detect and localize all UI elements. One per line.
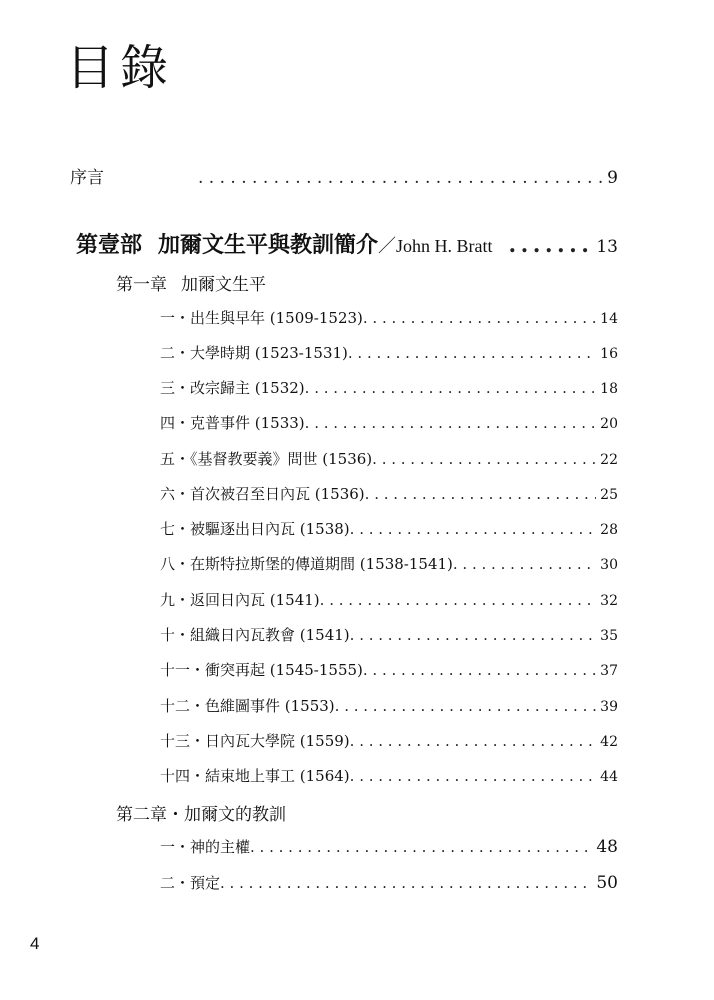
part-author: ／John H. Bratt	[378, 236, 493, 256]
toc-entry-label: 十四・結束地上事工 (1564)	[160, 767, 350, 785]
toc-entry-label: 三・改宗歸主 (1532)	[160, 379, 305, 397]
toc-entry-label: 十二・色維圖事件 (1553)	[160, 697, 335, 715]
dot-leader	[335, 697, 597, 715]
dot-leader	[350, 767, 597, 785]
toc-entry-label: 十三・日內瓦大學院 (1559)	[160, 732, 350, 750]
toc-page-number: 22	[600, 452, 618, 468]
toc-entry-label: 八・在斯特拉斯堡的傳道期間 (1538-1541)	[160, 555, 453, 573]
toc-section[interactable]	[160, 659, 618, 680]
toc-page-number: 18	[600, 381, 618, 397]
dot-leader	[453, 555, 596, 573]
toc-page-number: 39	[600, 699, 618, 715]
toc-page-number: 37	[600, 663, 618, 679]
toc-section[interactable]	[160, 377, 618, 398]
dot-leader	[220, 874, 592, 892]
toc-entry-part-1[interactable]	[76, 228, 618, 259]
toc-entry-label: 五・《基督教要義》問世 (1536)	[160, 450, 373, 468]
dot-leader	[350, 626, 597, 644]
part-title: 加爾文生平與教訓簡介	[158, 232, 379, 258]
chapter-number: 第一章	[116, 275, 167, 295]
dot-leader	[350, 732, 597, 750]
toc-entry-label: 一・出生與早年 (1509-1523)	[160, 309, 363, 327]
toc-section[interactable]	[160, 765, 618, 786]
dot-leader	[363, 309, 596, 327]
dot-leader	[305, 414, 597, 432]
toc-entry-label: 七・被驅逐出日內瓦 (1538)	[160, 520, 350, 538]
toc-page-number: 30	[600, 557, 618, 573]
toc-page-number: 35	[600, 628, 618, 644]
toc-section[interactable]	[160, 412, 618, 433]
toc-entry-label: 九・返回日內瓦 (1541)	[160, 591, 320, 609]
dot-leader	[372, 450, 596, 468]
chapter-title: ・加爾文的教訓	[167, 805, 286, 825]
toc-page-number: 14	[600, 311, 618, 327]
toc-section[interactable]	[160, 342, 618, 363]
toc-page-number: 50	[596, 873, 618, 893]
toc-entry-label: 十・組織日內瓦教會 (1541)	[160, 626, 350, 644]
toc-page-number: 16	[600, 346, 618, 362]
toc-section[interactable]	[160, 589, 618, 610]
dot-leader	[198, 168, 603, 188]
toc-section[interactable]	[160, 307, 618, 328]
toc-section[interactable]	[160, 448, 618, 469]
dot-leader	[320, 591, 597, 609]
toc-page-number: 13	[596, 237, 618, 257]
toc-page-number: 42	[600, 734, 618, 750]
toc-section[interactable]	[160, 730, 618, 751]
toc-section[interactable]	[160, 872, 618, 893]
toc-section[interactable]	[160, 836, 618, 857]
toc-entry-label: 序言	[70, 168, 104, 188]
toc-entry-label: 二・大學時期 (1523-1531)	[160, 344, 348, 362]
part-number: 第壹部	[76, 232, 143, 258]
dot-leader	[348, 344, 596, 362]
dot-leader	[250, 838, 592, 856]
dot-leader	[365, 485, 597, 503]
toc-page-number: 9	[607, 168, 618, 188]
chapter-title: 加爾文生平	[181, 275, 266, 295]
page-title: 目錄	[66, 40, 175, 96]
toc-section[interactable]	[160, 553, 618, 574]
toc-entry-label: 一・神的主權	[160, 838, 251, 856]
toc-entry-label: 二・預定	[160, 874, 221, 892]
toc-section[interactable]	[160, 624, 618, 645]
toc-entry-preface[interactable]	[70, 163, 618, 188]
toc-entry-label: 十一・衝突再起 (1545-1555)	[160, 661, 363, 679]
dot-leader	[509, 232, 593, 258]
toc-entry-label: 四・克普事件 (1533)	[160, 414, 305, 432]
chapter-number: 第二章	[116, 805, 167, 825]
toc-page-number: 20	[600, 416, 618, 432]
toc-page-number: 48	[596, 837, 618, 857]
toc-chapter-2[interactable]	[116, 800, 286, 825]
page-folio: 4	[30, 934, 40, 953]
toc-section[interactable]	[160, 695, 618, 716]
toc-part-heading	[76, 228, 509, 259]
toc-page-number: 32	[600, 593, 618, 609]
toc-section[interactable]	[160, 483, 618, 504]
toc-chapter-1[interactable]	[116, 270, 266, 295]
dot-leader	[305, 379, 597, 397]
dot-leader	[350, 520, 597, 538]
toc-page-number: 28	[600, 522, 618, 538]
toc-entry-label: 六・首次被召至日內瓦 (1536)	[160, 485, 365, 503]
toc-page-number: 44	[600, 769, 618, 785]
toc-section[interactable]	[160, 518, 618, 539]
dot-leader	[363, 661, 596, 679]
toc-page-number: 25	[600, 487, 618, 503]
